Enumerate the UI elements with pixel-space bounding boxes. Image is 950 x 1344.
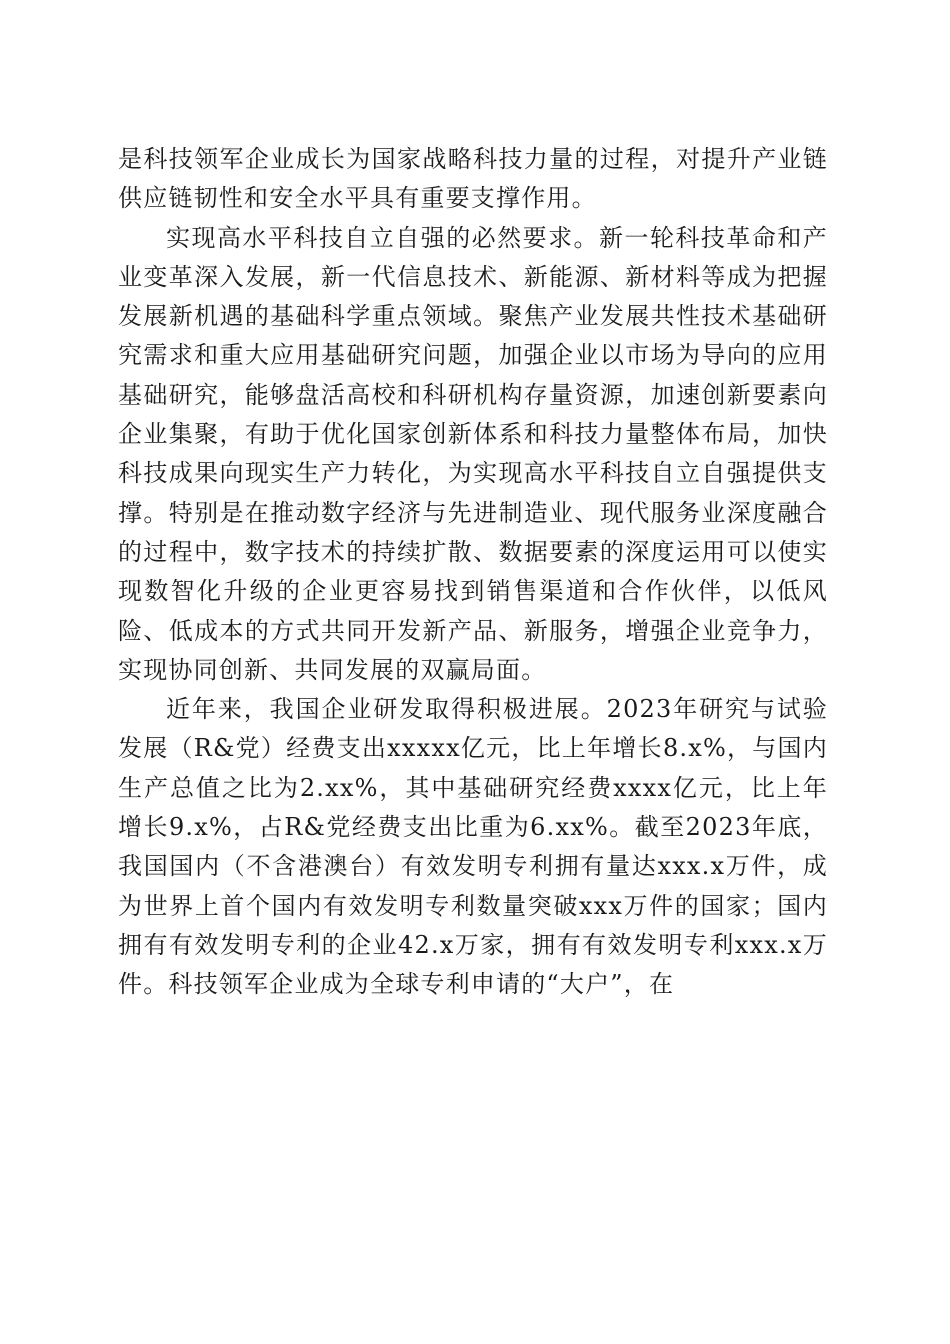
document-body <box>118 140 828 1005</box>
paragraph-continuation: 是科技领军企业成长为国家战略科技力量的过程，对提升产业链供应链韧性和安全水平具有重要支撑作用。 <box>118 145 828 213</box>
paragraph-rd-progress: 近年来，我国企业研发取得积极进展。2023年研究与试验发展（R&党）经费支出xxxxx亿元，比上年增长8.x%，与国内生产总值之比为2.xx%，其中基础研究经费xxxx亿元，比上年增长9.x%，占R&党经费支出比重为6.xx%。截至2023年底，我国国内（不含港澳台）有效发明专利拥有量达xxx.x万件，成为世界上首个国内有效发明专利数量突破xxx万件的国家；国内拥有有效发明专利的企业42.x万家，拥有有效发明专利xxx.x万件。科技领军企业成为全球专利申请的“大户”，在 <box>118 695 828 999</box>
paragraph-self-reliance: 实现高水平科技自立自强的必然要求。新一轮科技革命和产业变革深入发展，新一代信息技术、新能源、新材料等成为把握发展新机遇的基础科学重点领域。聚焦产业发展共性技术基础研究需求和重大应用基础研究问题，加强企业以市场为导向的应用基础研究，能够盘活高校和科研机构存量资源，加速创新要素向企业集聚，有助于优化国家创新体系和科技力量整体布局，加快科技成果向现实生产力转化，为实现高水平科技自立自强提供支撑。特别是在推动数字经济与先进制造业、现代服务业深度融合的过程中，数字技术的持续扩散、数据要素的深度运用可以使实现数智化升级的企业更容易找到销售渠道和合作伙伴，以低风险、低成本的方式共同开发新产品、新服务，增强企业竞争力，实现协同创新、共同发展的双赢局面。 <box>118 223 828 684</box>
